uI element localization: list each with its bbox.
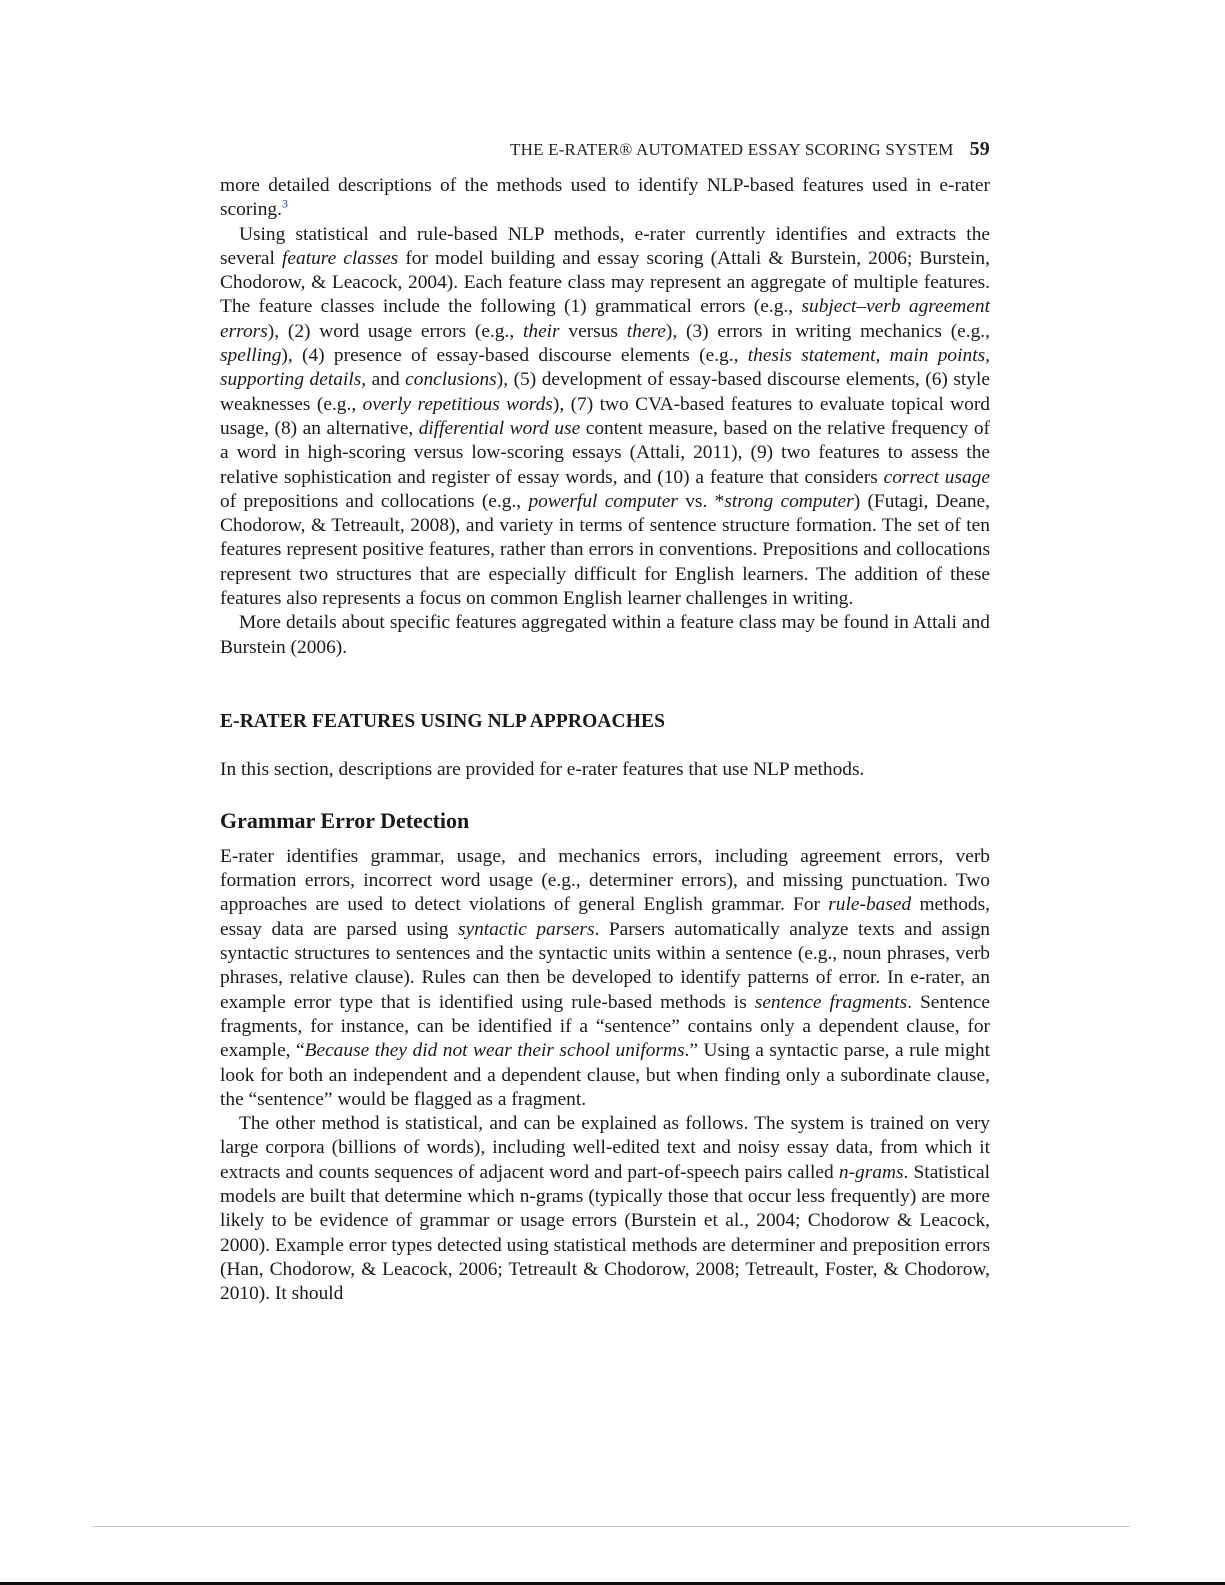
paragraph-text: more detailed descriptions of the methods used to identify NLP-based features used in e-rater scoring.: [220, 175, 990, 221]
running-title: THE E-RATER® AUTOMATED ESSAY SCORING SYSTEM: [510, 140, 954, 159]
paragraph-more-details: More details about specific features aggregated within a feature class may be found in Attali and Burstein (2006).: [220, 612, 990, 658]
paragraph-grammar-statistical: The other method is statistical, and can be explained as follows. The system is trained on very large corpora (billions of words), including well-edited text and noisy essay data, from which it extracts and counts sequences of adjacent word and part-of-speech pairs called n-grams. Statistical models are built that determine which n-grams (typically those that occur less frequently) are more likely to be evidence of grammar or usage errors (Burstein et al., 2004; Chodorow & Leacock, 2000). Example error types detected using statistical methods are determiner and preposition errors (Han, Chodorow, & Leacock, 2006; Tetreault & Chodorow, 2008; Tetreault, Foster, & Chodorow, 2010). It should: [220, 1113, 991, 1305]
body-text: [220, 174, 990, 1306]
running-header: [220, 138, 990, 161]
paragraph-intro-continuation: [220, 174, 990, 223]
paragraph-section-intro: In this section, descriptions are provided for e-rater features that use NLP methods.: [220, 759, 865, 781]
subsection-heading: Grammar Error Detection: [220, 807, 470, 833]
section-heading: E-RATER FEATURES USING NLP APPROACHES: [220, 710, 666, 732]
paragraph-grammar-rule-based: E-rater identifies grammar, usage, and mechanics errors, including agreement errors, verb formation errors, incorrect word usage (e.g., determiner errors), and missing punctuation. Two approaches are used to detect violations of general English grammar. For rule-based methods, essay data are parsed using syntactic parsers. Parsers automatically analyze texts and assign syntactic structures to sentences and the syntactic units within a sentence (e.g., noun phrases, verb phrases, relative clause). Rules can then be developed to identify patterns of error. In e-rater, an example error type that is identified using rule-based methods is sentence fragments. Sentence fragments, for instance, can be identified if a “sentence” contains only a dependent clause, for example, “Because they did not wear their school uniforms.” Using a syntactic parse, a rule might look for both an independent and a dependent clause, but when finding only a subordinate clause, the “sentence” would be flagged as a fragment.: [220, 845, 990, 1110]
paragraph-feature-classes: Using statistical and rule-based NLP methods, e-rater currently identifies and extracts the several feature classes for model building and essay scoring (Attali & Burstein, 2006; Burstein, Chodorow, & Leacock, 2004). Each feature class may represent an aggregate of multiple features. The feature classes include the following (1) grammatical errors (e.g., subject–verb agreement errors), (2) word usage errors (e.g., their versus there), (3) errors in writing mechanics (e.g., spelling), (4) presence of essay-based discourse elements (e.g., thesis statement, main points, supporting details, and conclusions), (5) development of essay-based discourse elements, (6) style weaknesses (e.g., overly repetitious words), (7) two CVA-based features to evaluate topical word usage, (8) an alternative, differential word use content measure, based on the relative frequency of a word in high-scoring versus low-scoring essays (Attali, 2011), (9) two features to assess the relative sophistication and register of essay words, and (10) a feature that considers correct usage of prepositions and collocations (e.g., powerful computer vs. *strong computer) (Futagi, Deane, Chodorow, & Tetreault, 2008), and variety in terms of sentence structure formation. The set of ten features represent positive features, rather than errors in conventions. Prepositions and collocations represent two structures that are especially difficult for English learners. The addition of these features also represents a focus on common English learner challenges in writing.: [220, 223, 991, 610]
footer-divider: [92, 1526, 1130, 1527]
page-number: 59: [969, 138, 990, 160]
footnote-marker[interactable]: 3: [281, 196, 288, 211]
